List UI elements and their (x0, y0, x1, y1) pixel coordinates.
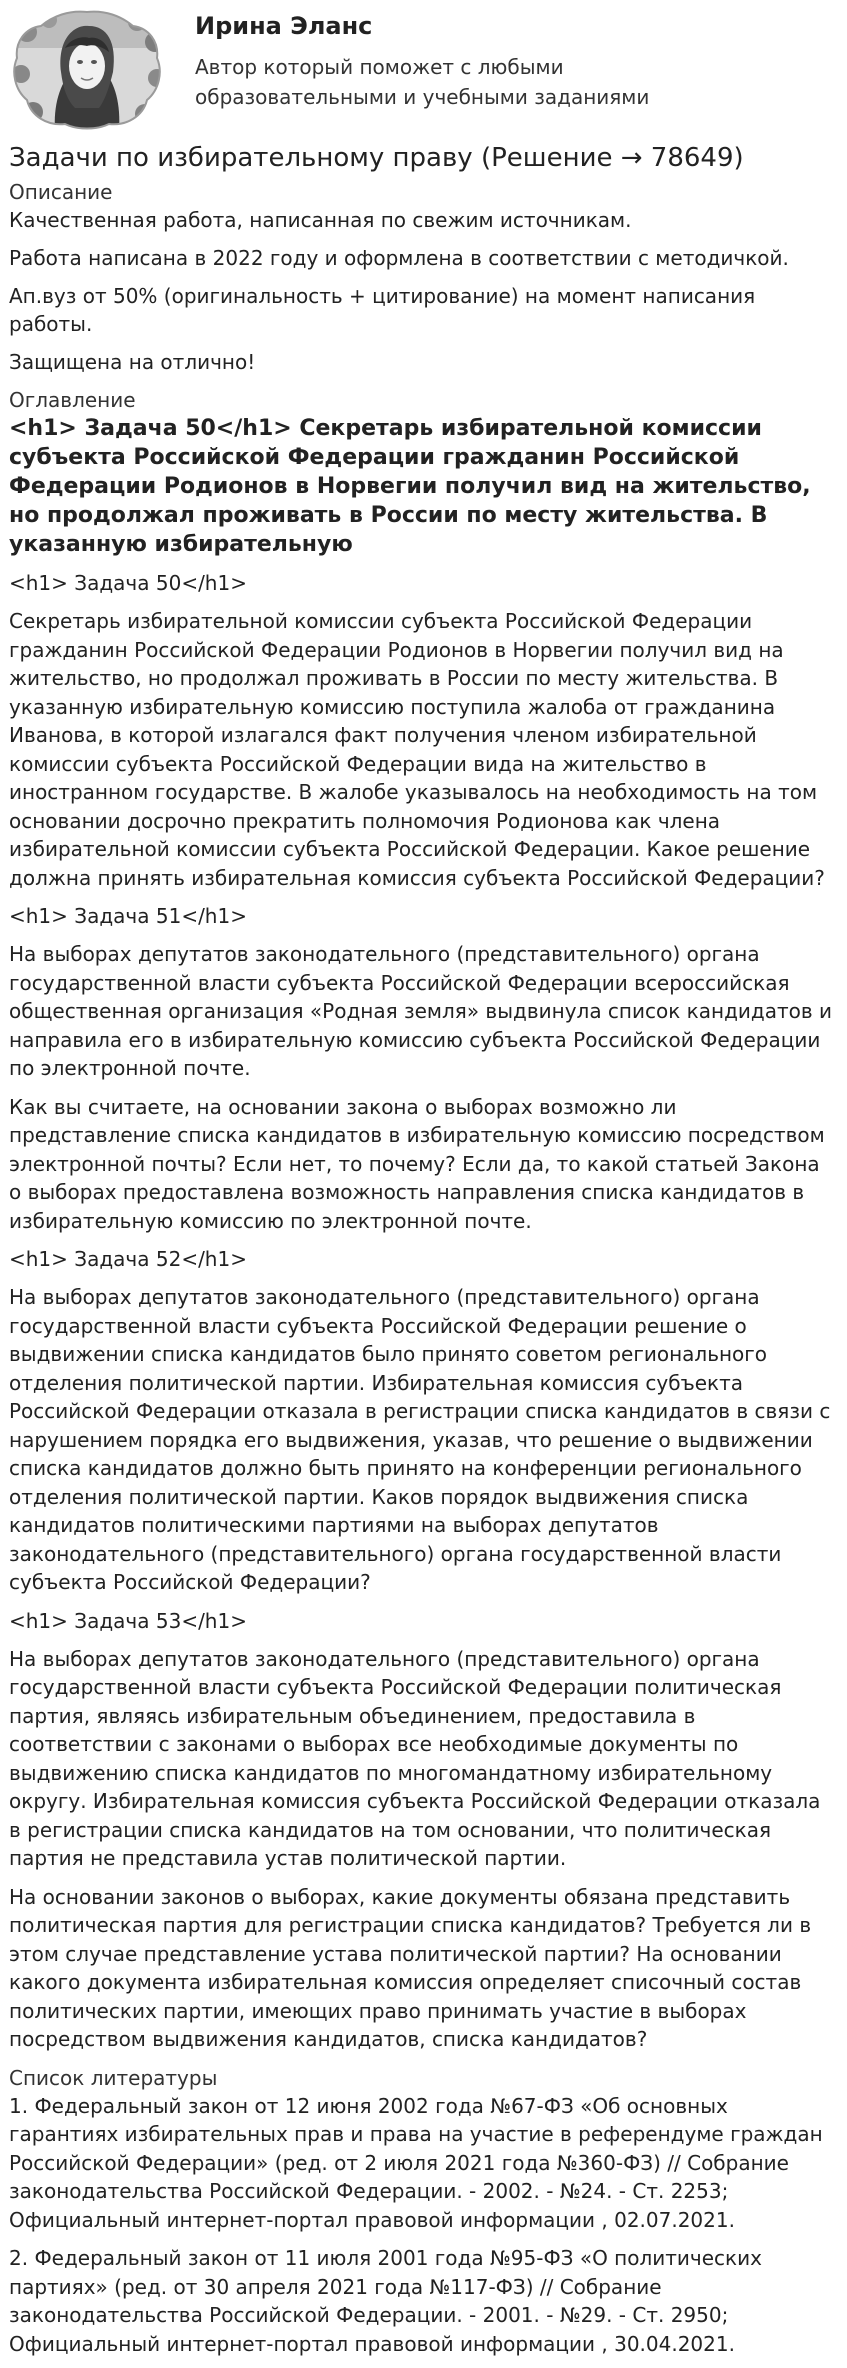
author-card (9, 0, 837, 140)
author-avatar[interactable] (9, 8, 165, 130)
literature-item: 2. Федеральный закон от 11 июля 2001 года №95-ФЗ «О политических партиях» (ред. от 30 апреля 2021 года №117-ФЗ) // Собрание законодательства Российской Федерации. - 2001. - №29. - Ст. 2950; Официальный интернет-портал правовой информации , 30.04.2021. (9, 2246, 762, 2356)
task-label: <h1> Задача 52</h1> (9, 1247, 247, 1271)
author-description: Автор который поможет с любыми образовательными и учебными заданиями (195, 55, 650, 109)
description-paragraph: Защищена на отлично! (9, 350, 256, 374)
toc-heading: <h1> Задача 50</h1> Секретарь избирательной комиссии субъекта Российской Федерации гражданин Российской Федерации Родионов в Норвегии получил вид на жительство, но продолжал проживать в России по месту жительства. В указанную избирательную (9, 416, 811, 557)
task-paragraph: Секретарь избирательной комиссии субъекта Российской Федерации гражданин Российской Федерации Родионов в Норвегии получил вид на жительство, но продолжал проживать в России по месту жительства. В указанную избирательную комиссию поступила жалоба от гражданина Иванова, в которой излагался факт получения членом избирательной комиссии субъекта Российской Федерации вида на жительство в иностранном государстве. В жалобе указывалось на необходимость на том основании досрочно прекратить полномочия Родионова как члена избирательной комиссии субъекта Российской Федерации. Какое решение должна принять избирательная комиссия субъекта Российской Федерации? (9, 609, 825, 890)
avatar-image (9, 8, 165, 130)
task-paragraph: На основании законов о выборах, какие документы обязана представить политическая партия для регистрации списка кандидатов? Требуется ли в этом случае представление устава политической партии? На основании какого документа избирательная комиссия определяет списочный состав политических партии, имеющих право принимать участие в выборах посредством выдвижения кандидатов, списка кандидатов? (9, 1884, 812, 2051)
task-paragraph: На выборах депутатов законодательного (представительного) органа государственной власти субъекта Российской Федерации политическая партия, являясь избирательным объединением, предоставила в соответствии с законами о выборах все необходимые документы по выдвижению списка кандидатов по многомандатному избирательному округу. Избирательная комиссия субъекта Российской Федерации отказала в регистрации списка кандидатов на том основании, что политическая партия не представила устав политической партии. (9, 1646, 821, 1870)
literature-item: 1. Федеральный закон от 12 июня 2002 года №67-ФЗ «Об основных гарантиях избирательных прав и права на участие в референдуме граждан Российской Федерации» (ред. от 2 июля 2021 года №360-ФЗ) // Собрание законодательства Российской Федерации. - 2002. - №24. - Ст. 2253; Официальный интернет-портал правовой информации , 02.07.2021. (9, 2093, 823, 2232)
author-info (195, 8, 755, 112)
description-label: Описание (9, 180, 113, 204)
task-label: <h1> Задача 50</h1> (9, 571, 247, 595)
description-paragraph: Ап.вуз от 50% (оригинальность + цитирование) на момент написания работы. (9, 284, 756, 336)
task-label: <h1> Задача 53</h1> (9, 1608, 247, 1633)
task-paragraph: На выборах депутатов законодательного (представительного) органа государственной власти субъекта Российской Федерации решение о выдвижении списка кандидатов было принято советом регионального отделения политической партии. Избирательная комиссия субъекта Российской Федерации отказала в регистрации списка кандидатов в связи с нарушением порядка его выдвижения, указав, что решение о выдвижении списка кандидатов должно быть принято на конференции регионального отделения политической партии. Каков порядок выдвижения списка кандидатов политическими партиями на выборах депутатов законодательного (представительного) органа государственной власти субъекта Российской Федерации? (9, 1285, 831, 1594)
description-paragraph: Работа написана в 2022 году и оформлена в соответствии с методичкой. (9, 246, 789, 270)
task-label: <h1> Задача 51</h1> (9, 904, 247, 928)
toc-label: Оглавление (9, 388, 136, 412)
document-title: Задачи по избирательному праву (Решение → 78649) (9, 143, 744, 173)
description-paragraph: Качественная работа, написанная по свежим источникам. (9, 208, 632, 232)
task-paragraph: На выборах депутатов законодательного (представительного) органа государственной власти субъекта Российской Федерации всероссийская общественная организация «Родная земля» выдвинула список кандидатов и направила его в избирательную комиссию субъекта Российской Федерации по электронной почте. (9, 942, 833, 1080)
task-paragraph: Как вы считаете, на основании закона о выборах возможно ли представление списка кандидатов в избирательную комиссию посредством электронной почты? Если нет, то почему? Если да, то какой статьей Закона о выборах предоставлена возможность направления списка кандидатов в избирательную комиссию по электронной почте. (9, 1094, 825, 1233)
literature-label: Список литературы (9, 2065, 218, 2090)
author-name[interactable]: Ирина Эланс (195, 12, 373, 40)
